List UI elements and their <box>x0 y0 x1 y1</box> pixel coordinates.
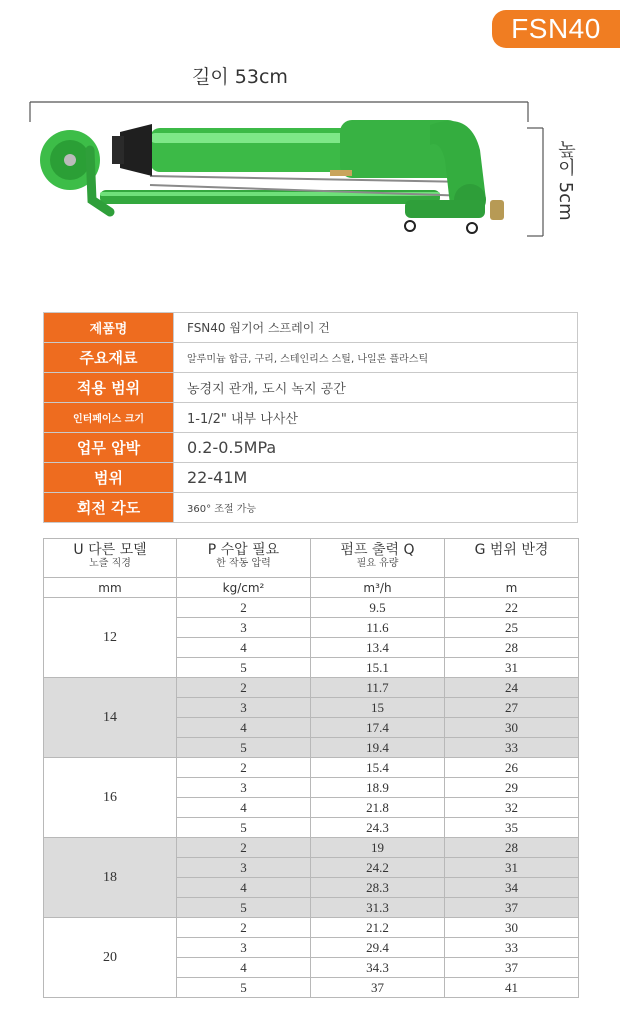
radius-cell: 31 <box>445 858 579 878</box>
spec-label: 업무 압박 <box>44 433 174 463</box>
spec-label: 인터페이스 크기 <box>44 403 174 433</box>
height-dimension-line <box>527 128 543 236</box>
flow-cell: 9.5 <box>311 598 445 618</box>
radius-cell: 37 <box>445 958 579 978</box>
flow-cell: 13.4 <box>311 638 445 658</box>
header-pressure <box>177 539 311 578</box>
flow-cell: 15 <box>311 698 445 718</box>
flow-cell: 29.4 <box>311 938 445 958</box>
table-row <box>44 838 579 858</box>
radius-cell: 31 <box>445 658 579 678</box>
flow-cell: 11.7 <box>311 678 445 698</box>
pressure-cell: 2 <box>177 838 311 858</box>
radius-cell: 30 <box>445 918 579 938</box>
flow-cell: 31.3 <box>311 898 445 918</box>
flow-cell: 19 <box>311 838 445 858</box>
spec-label: 범위 <box>44 463 174 493</box>
radius-cell: 24 <box>445 678 579 698</box>
spec-row-range <box>44 463 578 493</box>
unit-radius: m <box>445 578 579 598</box>
radius-cell: 28 <box>445 638 579 658</box>
header-sub: 노즐 직경 <box>89 558 131 569</box>
header-main: U 다른 모델 <box>73 542 147 558</box>
sprinkler-gun-icon <box>40 120 504 233</box>
flow-cell: 15.4 <box>311 758 445 778</box>
pressure-cell: 4 <box>177 638 311 658</box>
pressure-cell: 3 <box>177 858 311 878</box>
header-main: P 수압 필요 <box>207 542 280 558</box>
header-flow <box>311 539 445 578</box>
pressure-cell: 5 <box>177 978 311 998</box>
radius-cell: 32 <box>445 798 579 818</box>
radius-cell: 33 <box>445 738 579 758</box>
radius-cell: 26 <box>445 758 579 778</box>
table-row <box>44 758 579 778</box>
pressure-cell: 5 <box>177 898 311 918</box>
pressure-cell: 3 <box>177 938 311 958</box>
spec-label: 회전 각도 <box>44 493 174 523</box>
table-row <box>44 918 579 938</box>
radius-cell: 29 <box>445 778 579 798</box>
performance-table <box>43 538 579 998</box>
spec-value: 농경지 관개, 도시 녹지 공간 <box>174 373 578 403</box>
spec-label: 주요재료 <box>44 343 174 373</box>
flow-cell: 24.2 <box>311 858 445 878</box>
pressure-cell: 3 <box>177 618 311 638</box>
header-main: G 범위 반경 <box>474 542 549 558</box>
radius-cell: 35 <box>445 818 579 838</box>
pressure-cell: 4 <box>177 878 311 898</box>
length-dimension-line <box>30 102 528 122</box>
pressure-cell: 2 <box>177 918 311 938</box>
spec-row-interface <box>44 403 578 433</box>
pressure-cell: 4 <box>177 958 311 978</box>
height-label: 높이 5cm <box>555 140 576 221</box>
table-row <box>44 678 579 698</box>
model-badge: FSN40 <box>492 10 620 48</box>
flow-cell: 11.6 <box>311 618 445 638</box>
unit-pressure: kg/cm² <box>177 578 311 598</box>
spec-value: 22-41M <box>174 463 578 493</box>
length-label: 길이 53cm <box>192 66 288 88</box>
flow-cell: 18.9 <box>311 778 445 798</box>
pressure-cell: 2 <box>177 758 311 778</box>
radius-cell: 25 <box>445 618 579 638</box>
unit-flow: m³/h <box>311 578 445 598</box>
spec-label: 제품명 <box>44 313 174 343</box>
pressure-cell: 5 <box>177 738 311 758</box>
radius-cell: 34 <box>445 878 579 898</box>
radius-cell: 30 <box>445 718 579 738</box>
nozzle-group-cell: 12 <box>44 598 177 678</box>
flow-cell: 15.1 <box>311 658 445 678</box>
spec-value: 1-1/2" 내부 나사산 <box>174 403 578 433</box>
performance-body <box>44 598 579 998</box>
header-nozzle <box>44 539 177 578</box>
radius-cell: 33 <box>445 938 579 958</box>
pressure-cell: 4 <box>177 718 311 738</box>
pressure-cell: 3 <box>177 698 311 718</box>
spec-row-material <box>44 343 578 373</box>
flow-cell: 28.3 <box>311 878 445 898</box>
spec-row-scope <box>44 373 578 403</box>
flow-cell: 34.3 <box>311 958 445 978</box>
spec-value: 알루미늄 합금, 구리, 스테인리스 스틸, 나일론 플라스틱 <box>174 343 578 373</box>
spec-value: FSN40 웜기어 스프레이 건 <box>174 313 578 343</box>
table-row <box>44 598 579 618</box>
pressure-cell: 5 <box>177 658 311 678</box>
header-sub: 한 작동 압력 <box>216 558 271 569</box>
pressure-cell: 2 <box>177 678 311 698</box>
radius-cell: 27 <box>445 698 579 718</box>
nozzle-group-cell: 18 <box>44 838 177 918</box>
pressure-cell: 3 <box>177 778 311 798</box>
radius-cell: 41 <box>445 978 579 998</box>
flow-cell: 37 <box>311 978 445 998</box>
spec-row-rotation <box>44 493 578 523</box>
product-illustration <box>0 0 620 300</box>
spec-row-product-name <box>44 313 578 343</box>
nozzle-group-cell: 14 <box>44 678 177 758</box>
nozzle-group-cell: 20 <box>44 918 177 998</box>
nozzle-group-cell: 16 <box>44 758 177 838</box>
spec-row-pressure <box>44 433 578 463</box>
header-main: 펌프 출력 Q <box>340 542 415 558</box>
pressure-cell: 2 <box>177 598 311 618</box>
spec-table <box>43 312 578 523</box>
unit-nozzle: mm <box>44 578 177 598</box>
flow-cell: 21.8 <box>311 798 445 818</box>
spec-label: 적용 범위 <box>44 373 174 403</box>
radius-cell: 28 <box>445 838 579 858</box>
pressure-cell: 5 <box>177 818 311 838</box>
spec-value: 0.2-0.5MPa <box>174 433 578 463</box>
pressure-cell: 4 <box>177 798 311 818</box>
header-sub: 필요 유량 <box>356 558 399 569</box>
flow-cell: 21.2 <box>311 918 445 938</box>
flow-cell: 17.4 <box>311 718 445 738</box>
flow-cell: 24.3 <box>311 818 445 838</box>
flow-cell: 19.4 <box>311 738 445 758</box>
spec-value: 360° 조절 가능 <box>174 493 578 523</box>
radius-cell: 37 <box>445 898 579 918</box>
header-radius <box>445 539 579 578</box>
radius-cell: 22 <box>445 598 579 618</box>
